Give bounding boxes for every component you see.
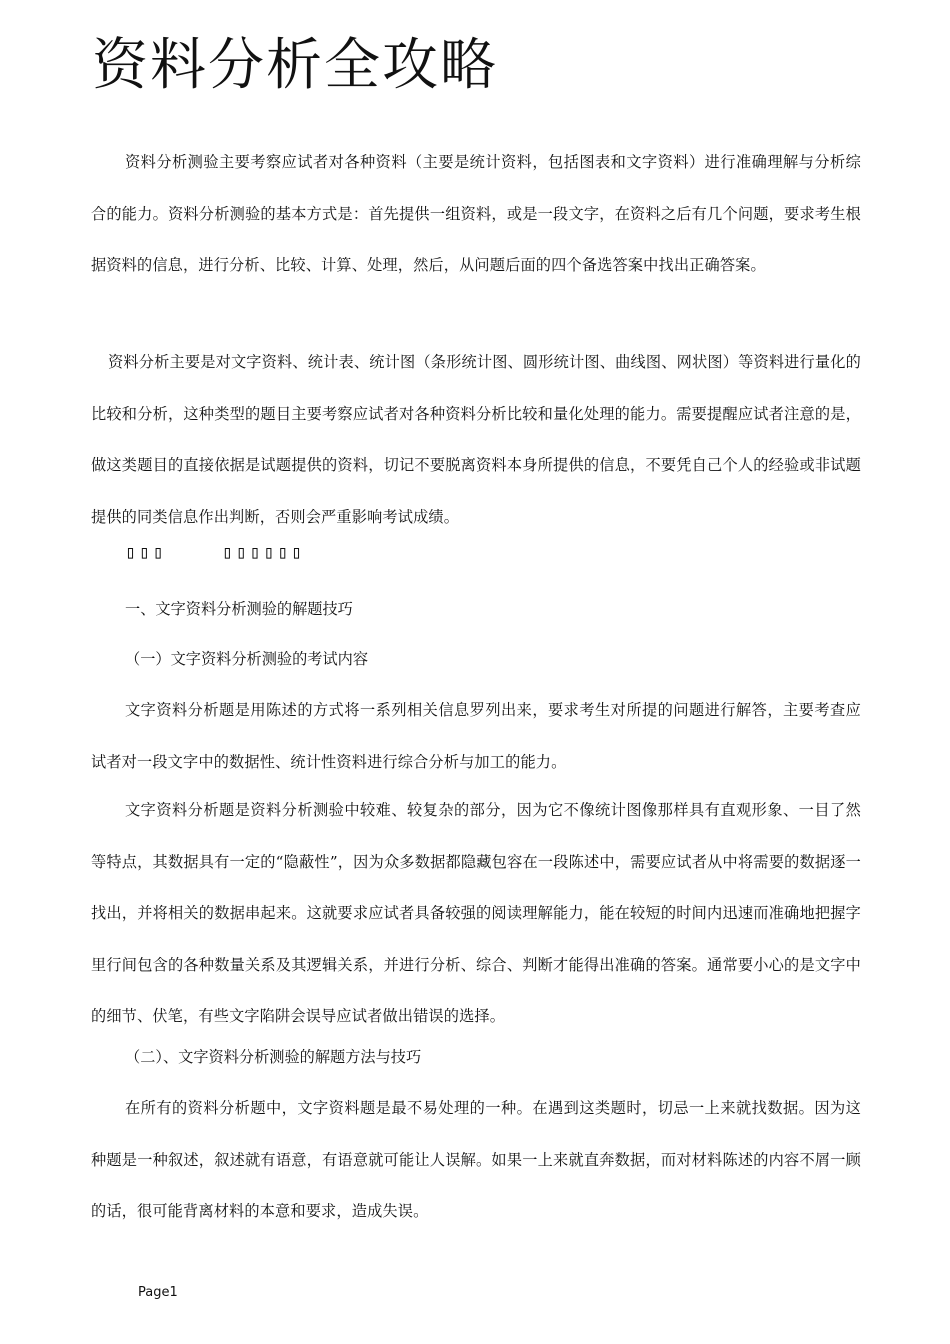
document-title: 资料分析全攻略 [92, 33, 498, 98]
subsection-heading-2: （二）、文字资料分析测验的解题方法与技巧 [125, 1048, 422, 1066]
paragraph-intro: 资料分析测验主要考察应试者对各种资料（主要是统计资料，包括图表和文字资料）进行准确理解与分析综合的能力。资料分析测验的基本方式是：首先提供一组资料，或是一段文字，在资料之后有几个问题，要求考生根据资料的信息，进行分析、比较、计算、处理，然后，从问题后面的四个备选答案中找出正确答案。 [91, 153, 861, 274]
paragraph-method-tips: 在所有的资料分析题中，文字资料题是最不易处理的一种。在遇到这类题时，切忌一上来就找数据。因为这种题是一种叙述，叙述就有语意，有语意就可能让人误解。如果一上来就直奔数据，而对材料陈述的内容不屑一顾的话，很可能背离材料的本意和要求，造成失误。 [91, 1099, 861, 1220]
subsection-heading-1: （一）文字资料分析测验的考试内容 [125, 650, 368, 668]
section-heading-1: 一、文字资料分析测验的解题技巧 [125, 600, 353, 618]
page-number: Page1 [138, 1285, 178, 1300]
paragraph-overview: 资料分析主要是对文字资料、统计表、统计图（条形统计图、圆形统计图、曲线图、网状图）等资料进行量化的比较和分析，这种类型的题目主要考察应试者对各种资料分析比较和量化处理的能力。需要提醒应试者注意的是，做这类题目的直接依据是试题提供的资料，切记不要脱离资料本身所提供的信息，不要凭自己个人的经验或非试题提供的同类信息作出判断，否则会严重影响考试成绩。 [91, 353, 861, 526]
missing-glyph-heading: ▯▯▯ ▯▯▯▯▯▯ [125, 542, 305, 563]
paragraph-text-analysis-difficulty: 文字资料分析题是资料分析测验中较难、较复杂的部分，因为它不像统计图像那样具有直观形象、一目了然等特点，其数据具有一定的“隐蔽性”，因为众多数据都隐藏包容在一段陈述中，需要应试者从中将需要的数据逐一找出，并将相关的数据串起来。这就要求应试者具备较强的阅读理解能力，能在较短的时间内迅速而准确地把握字里行间包含的各种数量关系及其逻辑关系，并进行分析、综合、判断才能得出准确的答案。通常要小心的是文字中的细节、伏笔，有些文字陷阱会误导应试者做出错误的选择。 [91, 801, 861, 1025]
paragraph-text-analysis-definition: 文字资料分析题是用陈述的方式将一系列相关信息罗列出来，要求考生对所提的问题进行解答，主要考查应试者对一段文字中的数据性、统计性资料进行综合分析与加工的能力。 [91, 701, 861, 771]
